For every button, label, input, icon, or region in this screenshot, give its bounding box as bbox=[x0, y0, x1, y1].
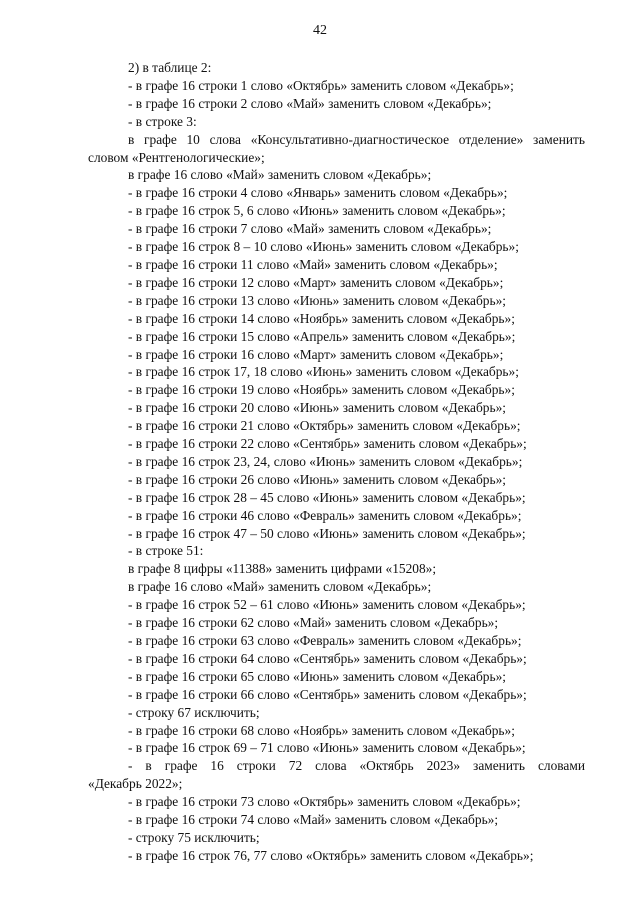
text-line: - в графе 16 строки 16 слово «Март» заменить словом «Декабрь»; bbox=[128, 346, 504, 362]
text-line: в графе 16 слово «Май» заменить словом «Декабрь»; bbox=[128, 579, 432, 595]
text-line: - в графе 16 строки 65 слово «Июнь» заменить словом «Декабрь»; bbox=[128, 668, 507, 684]
text-line: - в графе 16 строки 64 слово «Сентябрь» заменить словом «Декабрь»; bbox=[128, 650, 527, 666]
text-line: - в графе 16 строк 28 – 45 слово «Июнь» заменить словом «Декабрь»; bbox=[128, 489, 526, 505]
text-line: - в графе 16 строк 52 – 61 слово «Июнь» заменить словом «Декабрь»; bbox=[128, 597, 526, 613]
text-line: - в строке 51: bbox=[128, 543, 204, 559]
text-line: словом «Рентгенологические»; bbox=[88, 149, 265, 165]
text-line: - в графе 16 строк 8 – 10 слово «Июнь» заменить словом «Декабрь»; bbox=[128, 239, 519, 255]
page-number: 42 bbox=[313, 23, 327, 38]
text-line: - в графе 16 строки 19 слово «Ноябрь» заменить словом «Декабрь»; bbox=[128, 382, 515, 398]
text-line: в графе 10 слова «Консультативно-диагностическое отделение» заменить bbox=[128, 131, 585, 147]
text-line: - в графе 16 строки 66 слово «Сентябрь» заменить словом «Декабрь»; bbox=[128, 686, 527, 702]
text-line: - в графе 16 строки 15 слово «Апрель» заменить словом «Декабрь»; bbox=[128, 328, 516, 344]
document-body bbox=[88, 59, 585, 865]
text-line: - строку 67 исключить; bbox=[128, 704, 260, 720]
text-line: - в графе 16 строк 5, 6 слово «Июнь» заменить словом «Декабрь»; bbox=[128, 203, 506, 219]
text-line: - в графе 16 строки 13 слово «Июнь» заменить словом «Декабрь»; bbox=[128, 292, 507, 308]
text-line: - в графе 16 строки 68 слово «Ноябрь» заменить словом «Декабрь»; bbox=[128, 722, 515, 738]
text-line: - в графе 16 строки 4 слово «Январь» заменить словом «Декабрь»; bbox=[128, 185, 508, 201]
text-line: - в графе 16 строки 74 слово «Май» заменить словом «Декабрь»; bbox=[128, 812, 499, 828]
text-line: - в графе 16 строки 72 слова «Октябрь 2023» заменить словами bbox=[128, 758, 585, 774]
text-line: - строку 75 исключить; bbox=[128, 829, 260, 845]
text-line: - в графе 16 строк 47 – 50 слово «Июнь» заменить словом «Декабрь»; bbox=[128, 525, 526, 541]
text-line: - в графе 16 строки 7 слово «Май» заменить словом «Декабрь»; bbox=[128, 221, 492, 237]
text-line: - в графе 16 строк 76, 77 слово «Октябрь» заменить словом «Декабрь»; bbox=[128, 847, 534, 863]
text-line: - в графе 16 строки 63 слово «Февраль» заменить словом «Декабрь»; bbox=[128, 633, 522, 648]
text-line: - в графе 16 строки 73 слово «Октябрь» заменить словом «Декабрь»; bbox=[128, 794, 521, 810]
text-line: - в графе 16 строк 69 – 71 слово «Июнь» заменить словом «Декабрь»; bbox=[128, 740, 526, 756]
text-line: - в графе 16 строки 22 слово «Сентябрь» заменить словом «Декабрь»; bbox=[128, 436, 527, 452]
text-line: в графе 8 цифры «11388» заменить цифрами «15208»; bbox=[128, 561, 437, 577]
text-line: - в графе 16 строки 12 слово «Март» заменить словом «Декабрь»; bbox=[128, 274, 504, 290]
text-line: «Декабрь 2022»; bbox=[88, 776, 183, 792]
text-line: - в графе 16 строки 14 слово «Ноябрь» заменить словом «Декабрь»; bbox=[128, 310, 515, 326]
text-line: - в графе 16 строки 20 слово «Июнь» заменить словом «Декабрь»; bbox=[128, 400, 507, 416]
text-line: - в графе 16 строки 62 слово «Май» заменить словом «Декабрь»; bbox=[128, 615, 499, 631]
text-line: - в графе 16 строк 23, 24, слово «Июнь» заменить словом «Декабрь»; bbox=[128, 453, 523, 469]
text-line: - в графе 16 строки 21 слово «Октябрь» заменить словом «Декабрь»; bbox=[128, 418, 521, 434]
text-line: - в графе 16 строк 17, 18 слово «Июнь» заменить словом «Декабрь»; bbox=[128, 364, 519, 380]
text-line: 2) в таблице 2: bbox=[128, 60, 212, 75]
text-line: - в графе 16 строки 46 слово «Февраль» заменить словом «Декабрь»; bbox=[128, 507, 522, 523]
text-line: - в графе 16 строки 1 слово «Октябрь» заменить словом «Декабрь»; bbox=[128, 77, 514, 93]
text-line: - в графе 16 строки 2 слово «Май» заменить словом «Декабрь»; bbox=[128, 95, 492, 111]
text-line: в графе 16 слово «Май» заменить словом «Декабрь»; bbox=[128, 167, 432, 183]
text-line: - в графе 16 строки 26 слово «Июнь» заменить словом «Декабрь»; bbox=[128, 471, 507, 487]
text-line: - в графе 16 строки 11 слово «Май» заменить словом «Декабрь»; bbox=[128, 256, 498, 272]
text-line: - в строке 3: bbox=[128, 113, 197, 129]
